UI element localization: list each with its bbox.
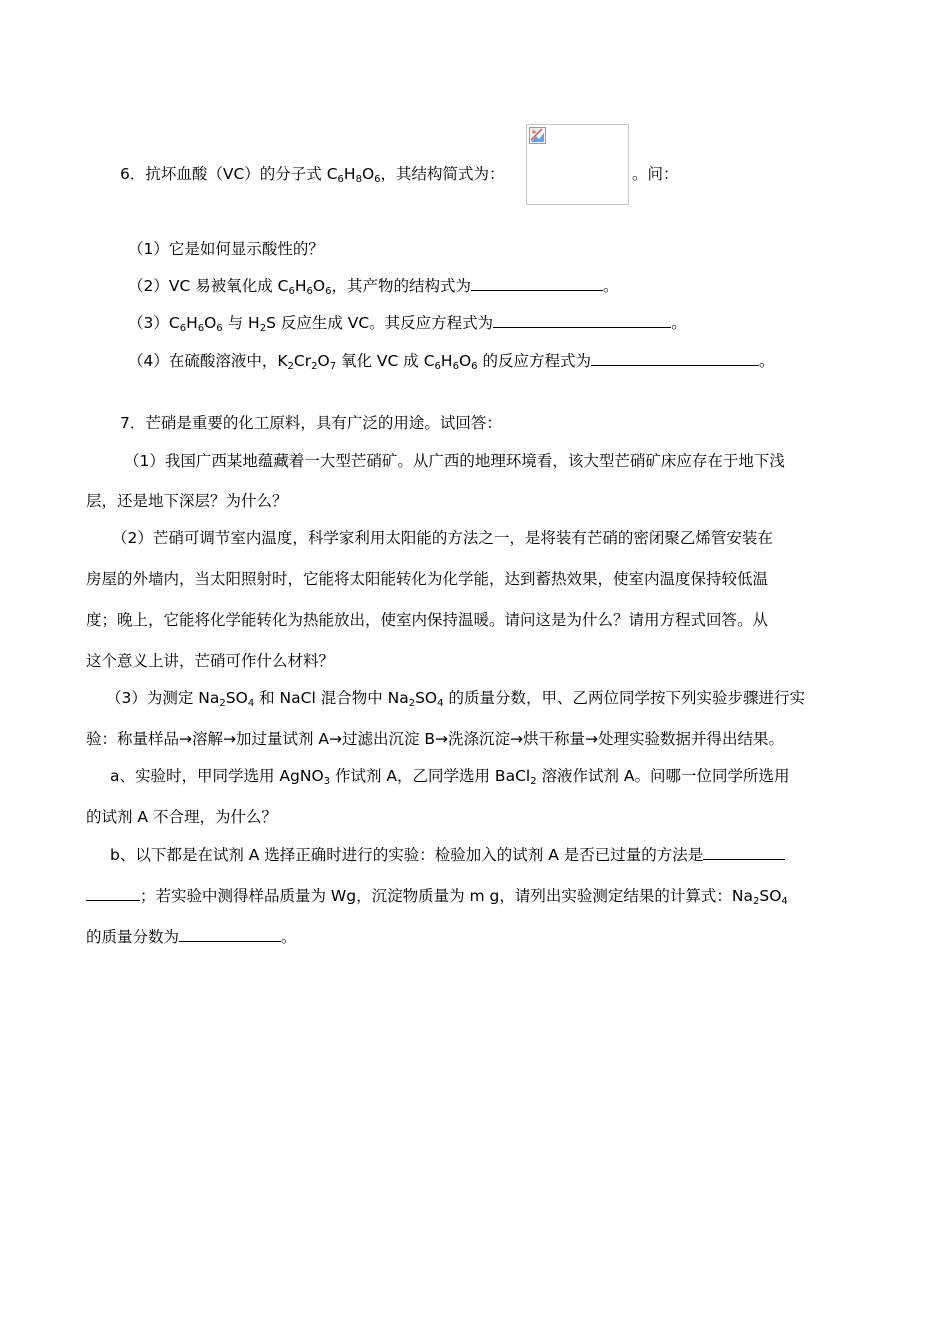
text: SO xyxy=(415,689,438,707)
subscript: 4 xyxy=(247,698,255,709)
subscript: 2 xyxy=(408,698,416,709)
subscript: 2 xyxy=(219,698,226,709)
text: 氧化 VC 成 C xyxy=(336,352,435,370)
text: （2）VC 易被氧化成 C xyxy=(128,277,289,295)
text: 溶液作试剂 A。问哪一位同学所选用 xyxy=(536,767,790,785)
subscript: 8 xyxy=(355,174,362,185)
subscript: 7 xyxy=(329,361,337,372)
q6-intro-end: 。问： xyxy=(632,165,679,183)
text: O xyxy=(312,277,326,295)
q7-part1-line1: （1）我国广西某地蕴藏着一大型芒硝矿。从广西的地理环境看，该大型芒硝矿床应存在于地下浅 xyxy=(124,452,785,470)
subscript: 2 xyxy=(311,361,318,372)
answer-blank[interactable] xyxy=(703,845,785,860)
text: 与 H xyxy=(222,314,260,332)
text: ；若实验中测得样品质量为 Wg，沉淀物质量为 m g，请列出实验测定结果的计算式：Na xyxy=(140,887,753,905)
text: 作试剂 A，乙同学选用 BaCl xyxy=(330,767,531,785)
subscript: 6 xyxy=(306,286,313,297)
q7-part3-line1 xyxy=(106,688,805,708)
answer-blank[interactable] xyxy=(591,351,759,366)
text: b、以下都是在试剂 A 选择正确时进行的实验：检验加入的试剂 A 是否已过量的方法是 xyxy=(110,846,704,864)
text: 。 xyxy=(602,277,619,295)
q6-intro-text: O xyxy=(361,165,375,183)
subscript: 6 xyxy=(452,361,459,372)
q6-intro-text: H xyxy=(343,165,356,183)
broken-image-icon xyxy=(529,127,546,144)
text: a、实验时，甲同学选用 AgNO xyxy=(110,767,324,785)
q6-intro-text: 6．抗坏血酸（VC）的分子式 C xyxy=(120,165,338,183)
subscript: 2 xyxy=(752,896,760,907)
subscript: 4 xyxy=(437,698,444,709)
subscript: 6 xyxy=(179,323,187,334)
answer-blank[interactable] xyxy=(86,886,140,901)
q6-intro-text: ，其结构简式为： xyxy=(380,165,505,183)
text: O xyxy=(317,352,330,370)
subscript: 6 xyxy=(471,361,478,372)
text: S 反应生成 VC。其反应方程式为 xyxy=(266,314,494,332)
text: SO xyxy=(759,887,782,905)
q7-a-line2: 的试剂 A 不合理，为什么？ xyxy=(86,808,277,826)
text: H xyxy=(440,352,453,370)
subscript: 6 xyxy=(374,174,381,185)
q6-part3 xyxy=(128,313,687,333)
subscript: 6 xyxy=(216,323,223,334)
subscript: 2 xyxy=(530,776,537,787)
q7-intro: 7．芒硝是重要的化工原料，具有广泛的用途。试回答： xyxy=(120,414,502,432)
answer-blank[interactable] xyxy=(471,276,603,291)
q6-part1: （1）它是如何显示酸性的？ xyxy=(128,240,324,258)
answer-blank[interactable] xyxy=(179,927,281,942)
q7-part1-line2: 层，还是地下深层？为什么？ xyxy=(86,492,288,510)
text: ，其产物的结构式为 xyxy=(331,277,471,295)
text: 。 xyxy=(281,928,297,946)
text: Cr xyxy=(293,352,312,370)
subscript: 6 xyxy=(325,286,332,297)
text: （3）C xyxy=(128,314,180,332)
q7-part2-line1: （2）芒硝可调节室内温度，科学家利用太阳能的方法之一，是将装有芒硝的密闭聚乙烯管安装在 xyxy=(112,529,773,547)
subscript: 2 xyxy=(287,361,294,372)
q7-b-line2 xyxy=(86,886,788,906)
q7-part2-line2: 房屋的外墙内，当太阳照射时，它能将太阳能转化为化学能，达到蓄热效果，使室内温度保持较低温 xyxy=(86,570,769,588)
text: H xyxy=(186,314,198,332)
text: 。 xyxy=(671,314,687,332)
subscript: 2 xyxy=(259,323,267,334)
text: 的反应方程式为 xyxy=(477,352,591,370)
q6-intro xyxy=(120,164,505,184)
subscript: 6 xyxy=(288,286,295,297)
text: 和 NaCl 混合物中 Na xyxy=(254,689,409,707)
subscript: 3 xyxy=(323,776,331,787)
q6-part4 xyxy=(128,351,774,371)
text: O xyxy=(204,314,217,332)
q7-b-line1 xyxy=(110,845,785,865)
q7-a-line1 xyxy=(110,766,790,786)
subscript: 4 xyxy=(781,896,788,907)
answer-blank[interactable] xyxy=(493,313,671,328)
subscript: 6 xyxy=(337,174,344,185)
q7-part2-line4: 这个意义上讲，芒硝可作什么材料？ xyxy=(86,652,335,670)
q7-b-line3 xyxy=(86,927,297,947)
subscript: 6 xyxy=(197,323,205,334)
structure-image-placeholder xyxy=(526,124,629,205)
q7-part3-line2: 验：称量样品→溶解→加过量试剂 A→过滤出沉淀 B→洗涤沉淀→烘干称量→处理实验数据并得出结果。 xyxy=(86,730,785,748)
text: H xyxy=(294,277,307,295)
text: 的质量分数为 xyxy=(86,928,180,946)
text: SO xyxy=(225,689,248,707)
subscript: 6 xyxy=(434,361,441,372)
q6-part2 xyxy=(128,276,618,296)
text: 。 xyxy=(758,352,775,370)
text: O xyxy=(458,352,472,370)
text: （4）在硫酸溶液中，K xyxy=(128,352,288,370)
text: 的质量分数，甲、乙两位同学按下列实验步骤进行实 xyxy=(443,689,805,707)
text: （3）为测定 Na xyxy=(106,689,220,707)
q7-part2-line3: 度；晚上，它能将化学能转化为热能放出，使室内保持温暖。请问这是为什么？请用方程式回答。从 xyxy=(86,611,769,629)
